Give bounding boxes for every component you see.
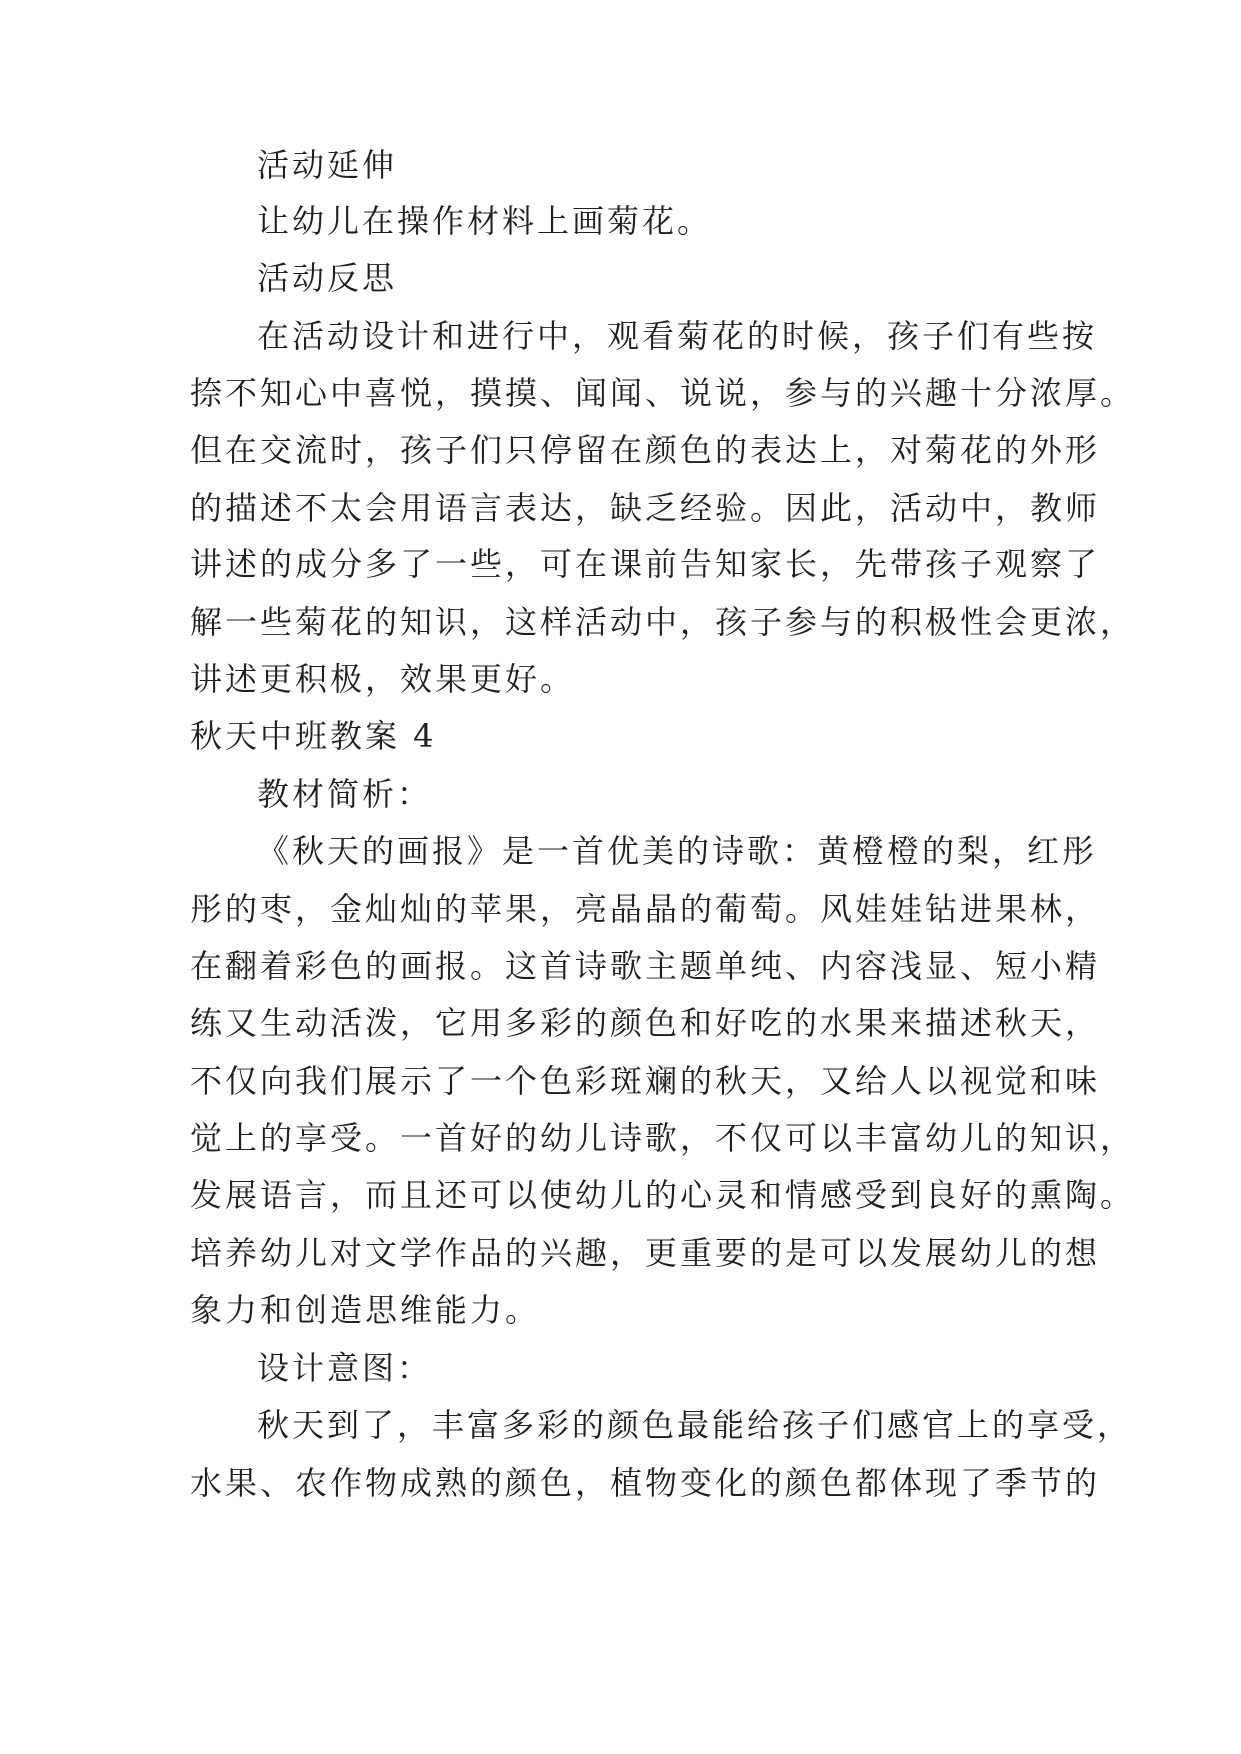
material-line: 觉上的享受。一首好的幼儿诗歌，不仅可以丰富幼儿的知识， — [190, 1119, 1136, 1157]
section-heading-extension: 活动延伸 — [257, 146, 398, 184]
extension-text: 让幼儿在操作材料上画菊花。 — [257, 202, 713, 240]
reflection-line: 的描述不太会用语言表达，缺乏经验。因此，活动中，教师 — [190, 489, 1101, 527]
material-line: 《秋天的画报》是一首优美的诗歌：黄橙橙的梨，红彤 — [257, 832, 1098, 870]
reflection-line: 讲述更积极，效果更好。 — [190, 660, 576, 698]
material-line: 培养幼儿对文学作品的兴趣，更重要的是可以发展幼儿的想 — [190, 1234, 1101, 1272]
design-heading: 设计意图： — [257, 1349, 433, 1387]
reflection-line: 讲述的成分多了一些，可在课前告知家长，先带孩子观察了 — [190, 545, 1101, 583]
reflection-line: 解一些菊花的知识，这样活动中，孩子参与的积极性会更浓， — [190, 603, 1136, 641]
material-line: 彤的枣，金灿灿的苹果，亮晶晶的葡萄。风娃娃钻进果林， — [190, 890, 1101, 928]
material-line: 练又生动活泼，它用多彩的颜色和好吃的水果来描述秋天， — [190, 1004, 1101, 1042]
material-line: 在翻着彩色的画报。这首诗歌主题单纯、内容浅显、短小精 — [190, 947, 1101, 985]
material-line: 象力和创造思维能力。 — [190, 1291, 541, 1329]
material-heading: 教材简析： — [257, 775, 433, 813]
design-line: 秋天到了，丰富多彩的颜色最能给孩子们感官上的享受， — [257, 1406, 1133, 1444]
reflection-line: 在活动设计和进行中，观看菊花的时候，孩子们有些按 — [257, 317, 1098, 355]
design-line: 水果、农作物成熟的颜色，植物变化的颜色都体现了季节的 — [190, 1464, 1101, 1502]
reflection-line: 捺不知心中喜悦，摸摸、闻闻、说说，参与的兴趣十分浓厚。 — [190, 374, 1136, 412]
reflection-line: 但在交流时，孩子们只停留在颜色的表达上，对菊花的外形 — [190, 431, 1101, 469]
material-line: 发展语言，而且还可以使幼儿的心灵和情感受到良好的熏陶。 — [190, 1176, 1136, 1214]
material-line: 不仅向我们展示了一个色彩斑斓的秋天，又给人以视觉和味 — [190, 1062, 1101, 1100]
lesson-title: 秋天中班教案 4 — [190, 717, 437, 755]
section-heading-reflection: 活动反思 — [257, 259, 398, 297]
